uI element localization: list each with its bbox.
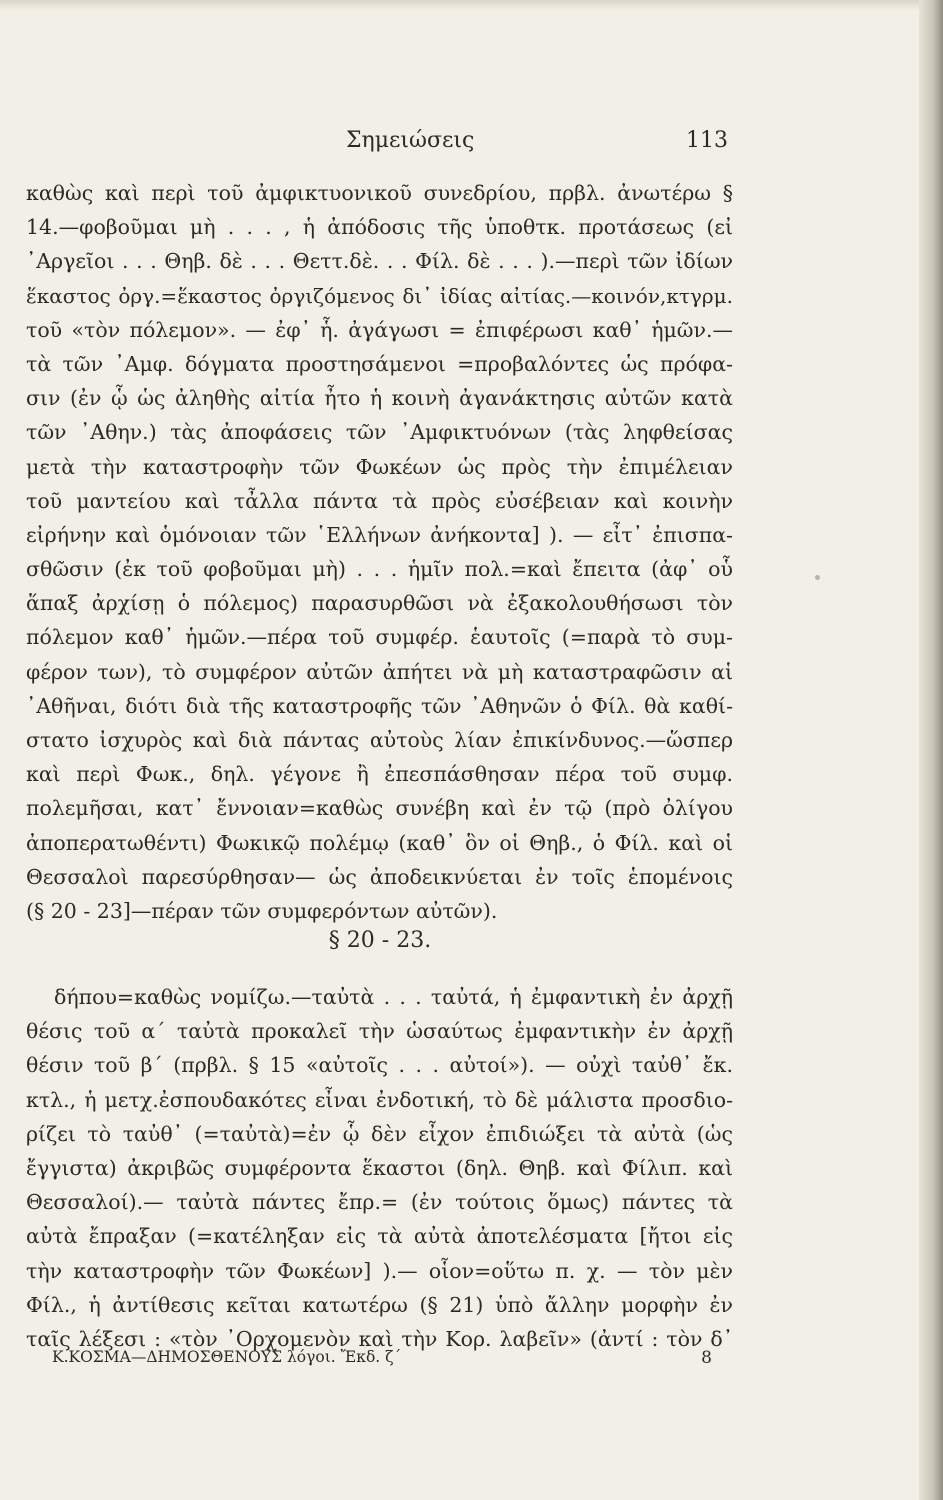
signature-line: Κ.ΚΟΣΜΑ—ΔΗΜΟΣΘΕΝΟΥΣ λόγοι. Ἔκδ. ζ΄ (52, 1348, 402, 1366)
text-line: σιν (ἐν ᾧ ὡς ἀληθὴς αἰτία ἦτο ἡ κοινὴ ἀγανάκτησις αὐτῶν κατὰ (26, 386, 733, 411)
text-line: στατο ἰσχυρὸς καὶ διὰ πάντας αὐτοὺς λίαν ἐπικίνδυνος.—ὥσπερ (26, 728, 733, 752)
text-line: τὴν καταστροφὴν τῶν Φωκέων] ).— οἷον=οὕτω π. χ. — τὸν μὲν (26, 1258, 733, 1283)
page-number: 113 (686, 128, 728, 153)
section-heading: § 20 - 23. (328, 928, 432, 953)
text-line: μετὰ τὴν καταστροφὴν τῶν Φωκέων ὡς πρὸς τὴν ἐπιμέλειαν (26, 454, 733, 479)
text-line: ρίζει τὸ ταὐθ᾿ (=ταὐτὰ)=ἐν ᾧ δὲν εἶχον ἐπιδιώξει τὰ αὐτὰ (ὡς (26, 1121, 733, 1146)
text-line: Θεσσαλοί).— ταὐτὰ πάντες ἔπρ.= (ἐν τούτοις ὅμως) πάντες τὰ (26, 1190, 733, 1215)
text-line: τοῦ «τὸν πόλεμον». — ἐφ᾿ ἧ. ἀγάγωσι = ἐπιφέρωσι καθ᾿ ἡμῶν.— (26, 317, 733, 342)
paper-speck (815, 575, 820, 580)
text-line: δήπου=καθὼς νομίζω.—ταὐτὰ . . . ταὐτά, ἡ ἐμφαντικὴ ἐν ἀρχῇ (54, 985, 733, 1009)
text-line: τῶν ᾿Αθην.) τὰς ἀποφάσεις τῶν ᾿Αμφικτυόνων (τὰς ληφθείσας (26, 420, 733, 445)
text-line: εἰρήνην καὶ ὁμόνοιαν τῶν ῾Ελλήνων ἀνήκοντα] ). — εἶτ᾿ ἐπισπα- (26, 522, 733, 547)
text-line: Φίλ., ἡ ἀντίθεσις κεῖται κατωτέρω (§ 21) ὑπὸ ἄλλην μορφὴν ἐν (26, 1292, 733, 1317)
page-header (0, 128, 943, 158)
text-line: ἕκαστος ὀργ.=ἕκαστος ὀργιζόμενος δι᾿ ἰδίας αἰτίας.—κοινόν,κτγρμ. (26, 283, 733, 308)
text-line: ἀποπερατωθέντι) Φωκικῷ πολέμῳ (καθ᾿ ὃν οἱ Θηβ., ὁ Φίλ. καὶ οἱ (26, 830, 733, 855)
text-line: ᾿Αργεῖοι . . . Θηβ. δὲ . . . Θεττ.δὲ. . . Φίλ. δὲ . . . ).—περὶ τῶν ἰδίων (26, 249, 733, 274)
text-line: σθῶσιν (ἐκ τοῦ φοβοῦμαι μὴ) . . . ἡμῖν πολ.=καὶ ἔπειτα (ἀφ᾿ οὗ (26, 557, 733, 582)
text-line: πόλεμον καθ᾿ ἡμῶν.—πέρα τοῦ συμφέρ. ἑαυτοῖς (=παρὰ τὸ συμ- (26, 625, 733, 650)
text-line: ᾿Αθῆναι, διότι διὰ τῆς καταστροφῆς τῶν ᾿Αθηνῶν ὁ Φίλ. θὰ καθί- (26, 693, 733, 718)
text-line: ἅπαξ ἀρχίσῃ ὁ πόλεμος) παρασυρθῶσι νὰ ἐξακολουθήσωσι τὸν (26, 591, 733, 616)
text-line: καθὼς καὶ περὶ τοῦ ἀμφικτυονικοῦ συνεδρίου, πρβλ. ἀνωτέρω § (26, 181, 733, 205)
running-title: Σημειώσεις (346, 128, 475, 153)
text-line: Θεσσαλοὶ παρεσύρθησαν— ὡς ἀποδεικνύεται ἐν τοῖς ἑπομένοις (26, 864, 733, 889)
commentary-paragraph-1 (26, 176, 733, 928)
text-line: κτλ., ἡ μετχ.ἐσπουδακότες εἶναι ἐνδοτική, τὸ δὲ μάλιστα προσδιο- (26, 1087, 733, 1112)
text-line: θέσιν τοῦ β΄ (πρβλ. § 15 «αὐτοῖς . . . αὐτοί»). — οὐχὶ ταὐθ᾿ ἔκ. (26, 1053, 733, 1078)
text-line: θέσις τοῦ α΄ ταὐτὰ προκαλεῖ τὴν ὡσαύτως ἐμφαντικὴν ἐν ἀρχῇ (26, 1019, 733, 1044)
signature-mark: 8 (701, 1348, 712, 1368)
page-footer (52, 1348, 712, 1374)
text-line: (§ 20 - 23]—πέραν τῶν συμφερόντων αὐτῶν). (26, 898, 498, 923)
text-line: φέρον των), τὸ συμφέρον αὐτῶν ἀπήτει νὰ μὴ καταστραφῶσιν αἱ (26, 659, 733, 684)
text-line: πολεμῆσαι, κατ᾿ ἔννοιαν=καθὼς συνέβη καὶ ἐν τῷ (πρὸ ὀλίγου (26, 796, 733, 821)
text-line: αὐτὰ ἔπραξαν (=κατέληξαν εἰς τὰ αὐτὰ ἀποτελέσματα [ἤτοι εἰς (26, 1224, 733, 1249)
text-line: τοῦ μαντείου καὶ τἆλλα πάντα τὰ πρὸς εὐσέβειαν καὶ κοινὴν (26, 488, 733, 513)
text-line: τὰ τῶν ᾿Αμφ. δόγματα προστησάμενοι =προβαλόντες ὡς πρόφα- (26, 351, 733, 376)
text-line: ταῖς λέξεσι : «τὸν ᾿Ορχομενὸν καὶ τὴν Κορ. λαβεῖν» (ἀντί : τὸν δ᾿ (26, 1326, 733, 1351)
page-top-shadow (0, 0, 943, 10)
text-line: καὶ περὶ Φωκ., δηλ. γέγονε ἢ ἐπεσπάσθησαν πέρα τοῦ συμφ. (26, 762, 733, 787)
page-edge-shadow (919, 0, 943, 1500)
text-line: 14.—φοβοῦμαι μὴ . . . , ἡ ἀπόδοσις τῆς ὑποθτκ. προτάσεως (εἰ (26, 215, 733, 240)
text-line: ἔγγιστα) ἀκριβῶς συμφέροντα ἕκαστοι (δηλ. Θηβ. καὶ Φίλιπ. καὶ (26, 1155, 733, 1180)
commentary-paragraph-2 (26, 980, 733, 1356)
